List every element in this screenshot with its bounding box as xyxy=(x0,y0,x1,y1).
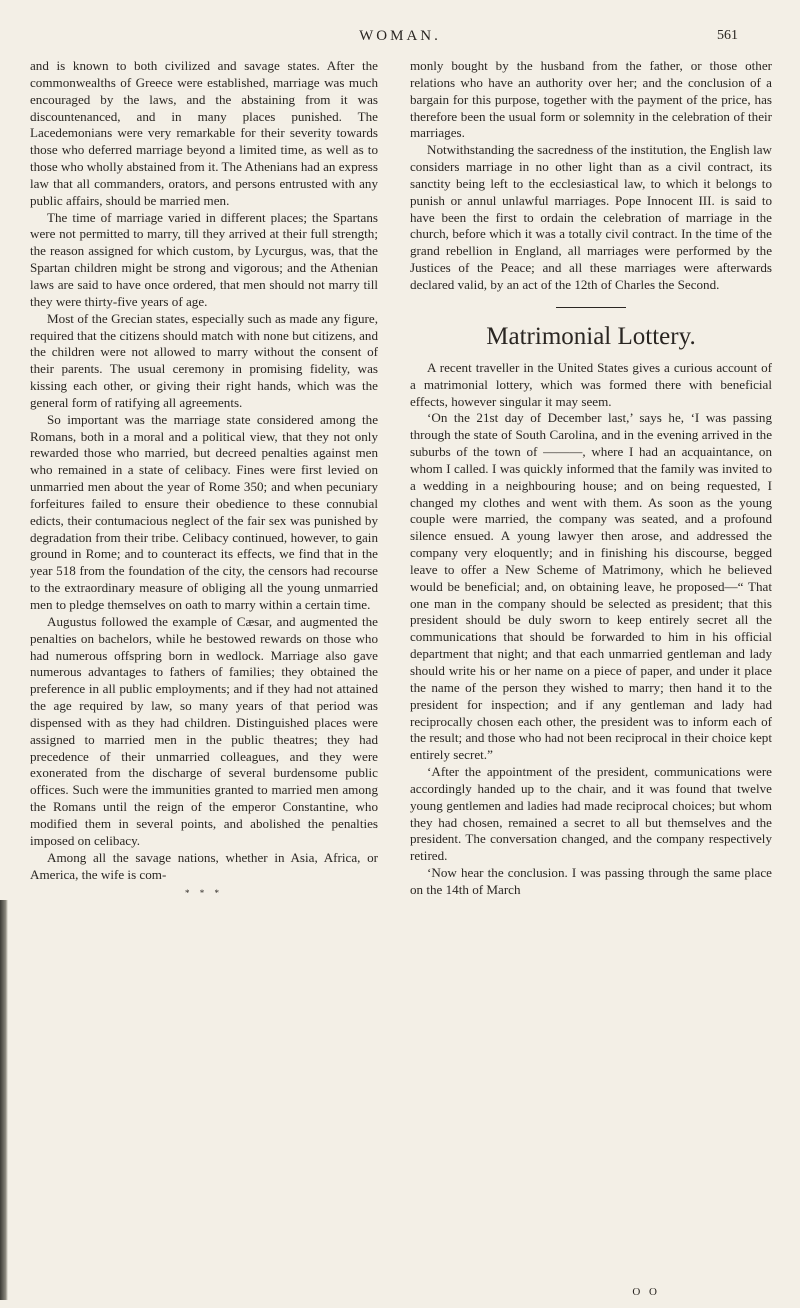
paragraph: ‘On the 21st day of December last,’ says he, ‘I was passing through the state of South Carolina, and in the evening arrived in the suburbs of the town of ———, where I had an acquaintance, on whom I called. I was quickly informed that the family was invited to a wedding in a neighbouring house; and on being requested, I changed my clothes and went with them. As soon as the young couple were married, the company was seated, and a profound silence ensued. A young lawyer then arose, and addressed the company very eloquently; and in finishing his discourse, begged leave to offer a New Scheme of Matrimony, which he believed would be beneficial; and, on obtaining leave, he proposed—“ That one man in the company should be selected as president; that this president should be duly sworn to keep entirely secret all the communications that should be forwarded to him in his official department that night; and that each unmarried gentleman and lady should write his or her name on a piece of paper, and under it place the name of the person they wished to marry; then hand it to the president for inspection; and if any gentleman and lady had reciprocally chosen each other, the president was to inform each of the result; and those who had not been reciprocal in their choice kept entirely secret.” xyxy=(410,410,772,763)
paragraph: ‘Now hear the conclusion. I was passing through the same place on the 14th of March xyxy=(410,865,772,897)
signature-mark: O O xyxy=(632,1286,660,1298)
printer-signature: * * * xyxy=(185,888,223,899)
binding-shadow xyxy=(0,900,8,1300)
paragraph: So important was the marriage state considered among the Romans, both in a moral and a political view, that they not only rewarded those who married, but decreed penalties against men who remained in a state of celibacy. Fines were first levied on unmarried men about the year of Rome 350; and when pecuniary forfeitures failed to ensure their obedience to these connubial edicts, their contumacious neglect of the fair sex was punished by degradation from their tribe. Celibacy continued, however, to gain ground in Rome; and to counteract its effects, we find that in the year 518 from the foundation of the city, the censors had recourse to the extraordinary measure of obliging all the young unmarried men to pledge themselves on oath to marry within a certain time. xyxy=(30,411,378,612)
page-number: 561 xyxy=(717,28,738,43)
paragraph: Among all the savage nations, whether in Asia, Africa, or America, the wife is com- xyxy=(30,849,378,882)
left-column xyxy=(30,58,378,902)
paragraph: A recent traveller in the United States gives a curious account of a matrimonial lottery, which was formed there with beneficial effects, however singular it may seem. xyxy=(410,359,772,409)
paragraph: Most of the Grecian states, especially such as made any figure, required that the citizens should match with none but citizens, and the children were not allowed to marry without the consent of their parents. The usual ceremony in promising fidelity, was kissing each other, or giving their right hands, which was the general form of ratifying all agreements. xyxy=(30,310,378,410)
paragraph: ‘After the appointment of the president, communications were accordingly handed up to the chair, and it was found that twelve young gentlemen and ladies had made reciprocal choices; but whom they had chosen, remained a secret to all but themselves and the president. The conversation changed, and the company respectively retired. xyxy=(410,764,772,864)
running-head: WOMAN. xyxy=(359,28,441,44)
paragraph: and is known to both civilized and savage states. After the commonwealths of Greece were established, marriage was much encouraged by the laws, and the abstaining from it was discountenanced, and in many places punished. The Lacedemonians were very remarkable for their severity towards those who deferred marriage beyond a limited time, as well as to those who wholly abstained from it. The Athenians had an express law that all commanders, orators, and persons entrusted with any public affairs, should be married men. xyxy=(30,58,378,208)
paragraph: Augustus followed the example of Cæsar, and augmented the penalties on bachelors, while he bestowed rewards on those who had numerous offspring born in wedlock. Marriage also gave numerous advantages to fathers of families; they obtained the preference in all public employments; and if they had not attained the age required by law, so many years of that period was dispensed with as they had children. Distinguished places were assigned to married men in the public theatres; they had precedence of their unmarried colleagues, and they were exonerated from the discharge of several burdensome public offices. Such were the immunities granted to married men among the Romans until the reign of the emperor Constantine, who modified them in several points, and abolished the penalties imposed on celibacy. xyxy=(30,613,378,848)
right-column xyxy=(410,58,772,899)
paragraph: Notwithstanding the sacredness of the institution, the English law considers marriage in no other light than as a civil contract, its sanctity being left to the ecclesiastical law, to which it belongs to punish or annul unlawful marriages. Pope Innocent III. is said to have been the first to ordain the celebration of marriage in the church, before which it was a totally civil contract. In the time of the grand rebellion in England, all marriages were performed by the Justices of the Peace; and all these marriages were afterwards declared valid, by an act of the 12th of Charles the Second. xyxy=(410,142,772,292)
section-title: Matrimonial Lottery. xyxy=(486,322,696,350)
paragraph: The time of marriage varied in different places; the Spartans were not permitted to marry, till they arrived at their full strength; the reason assigned for which custom, by Lycurgus, was, that the Spartan children might be strong and vigorous; and the Athenian laws are said to have once ordered, that men should not marry till they were thirty-five years of age. xyxy=(30,209,378,309)
paragraph: monly bought by the husband from the father, or those other relations who have an authority over her; and the conclusion of a bargain for this purpose, together with the payment of the price, has therefore been the usual form or solemnity in the celebration of their marriages. xyxy=(410,58,772,141)
section-divider xyxy=(556,307,626,308)
